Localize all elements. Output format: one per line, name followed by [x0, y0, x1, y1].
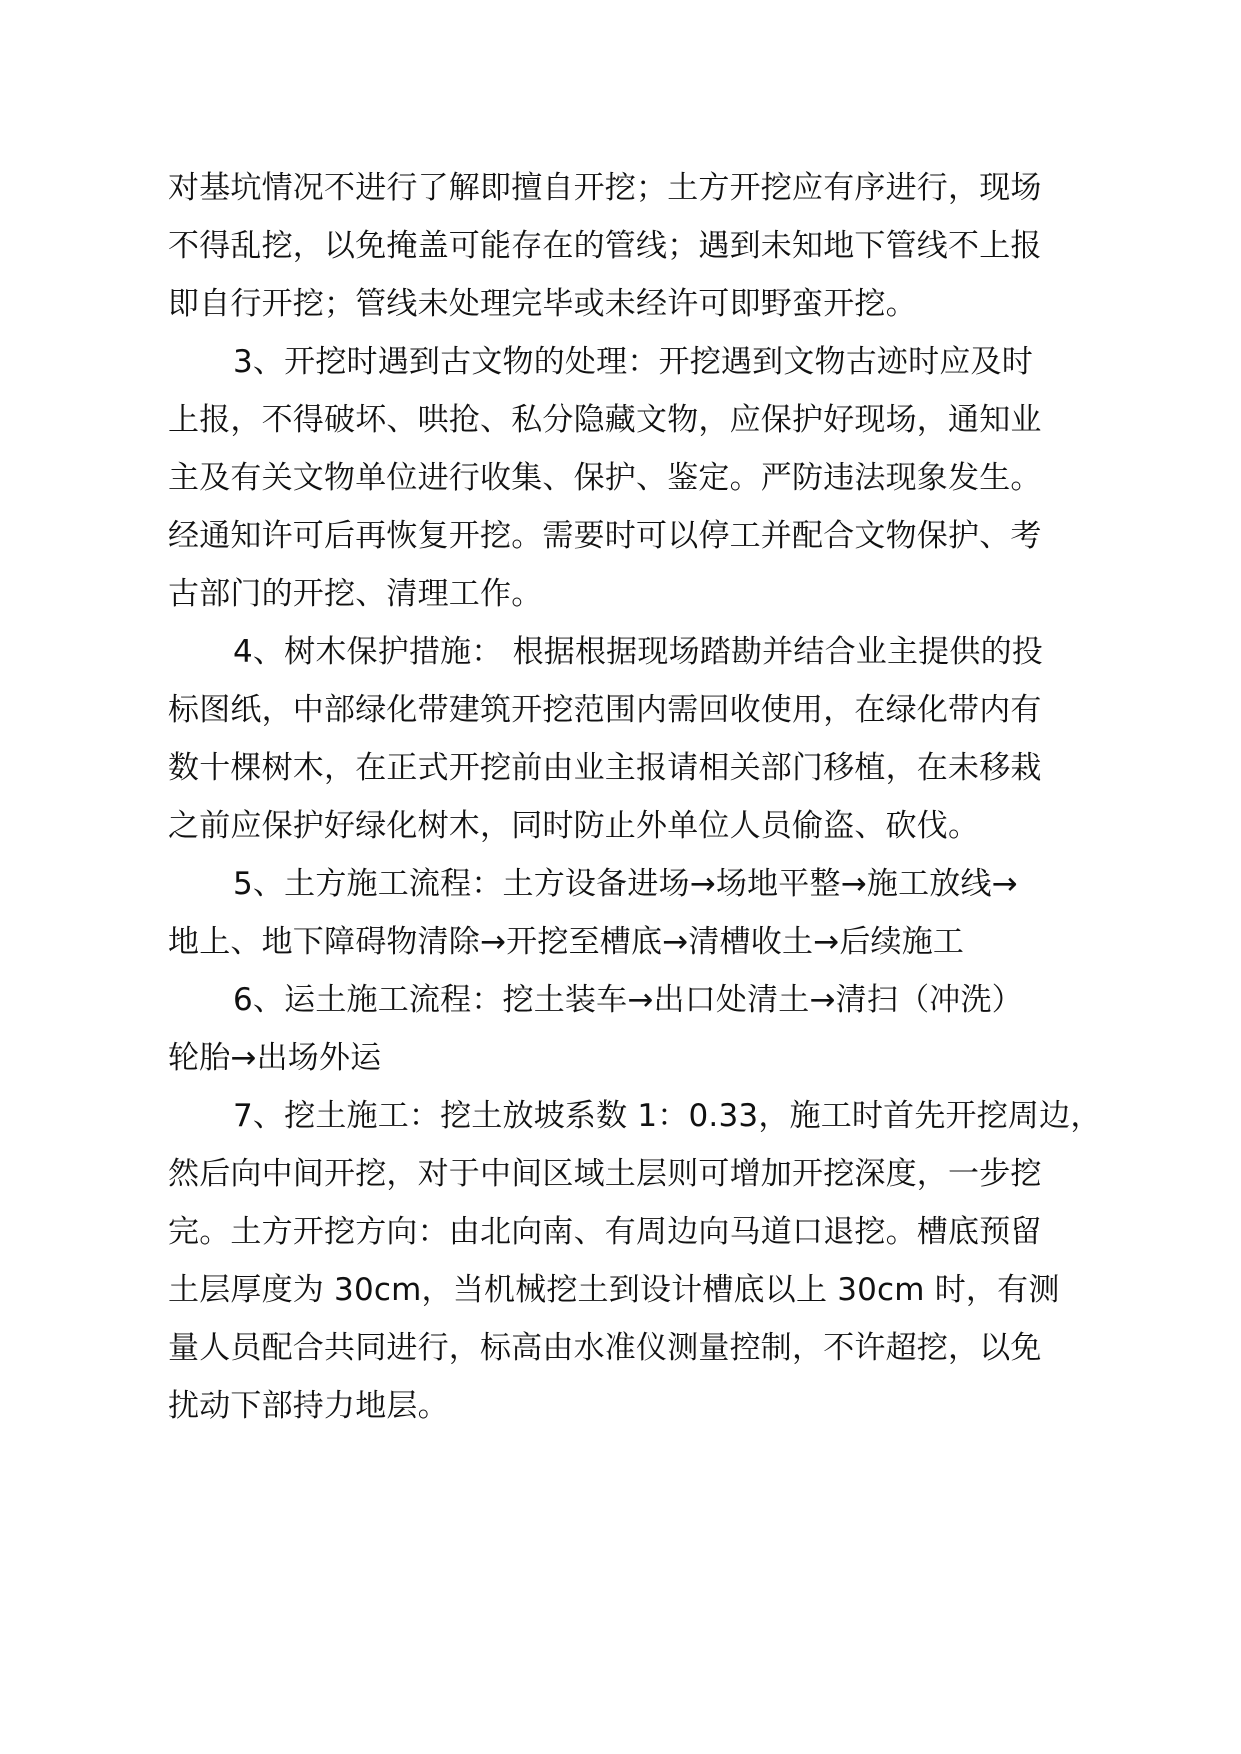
text-line: 即自行开挖；管线未处理完毕或未经许可即野蛮开挖。 [168, 286, 917, 322]
paragraph-7-first-line: 7、挖土施工：挖土放坡系数 1：0.33，施工时首先开挖周边， [233, 1098, 1102, 1134]
paragraph-4-first-line: 4、树木保护措施： 根据根据现场踏勘并结合业主提供的投 [233, 634, 1043, 670]
text-line: 数十棵树木，在正式开挖前由业主报请相关部门移植，在未移栽 [168, 750, 1042, 786]
text-line: 之前应保护好绿化树木，同时防止外单位人员偷盗、砍伐。 [168, 808, 980, 844]
text-line: 土层厚度为 30cm，当机械挖土到设计槽底以上 30cm 时，有测 [168, 1272, 1060, 1308]
text-line: 轮胎→出场外运 [168, 1040, 382, 1076]
text-line: 完。土方开挖方向：由北向南、有周边向马道口退挖。槽底预留 [168, 1214, 1042, 1250]
paragraph-5-first-line: 5、土方施工流程：土方设备进场→场地平整→施工放线→ [233, 866, 1018, 902]
text-line: 然后向中间开挖，对于中间区域土层则可增加开挖深度，一步挖 [168, 1156, 1042, 1192]
text-line: 不得乱挖，以免掩盖可能存在的管线；遇到未知地下管线不上报 [168, 228, 1042, 264]
text-line: 扰动下部持力地层。 [168, 1388, 449, 1424]
text-line: 主及有关文物单位进行收集、保护、鉴定。严防违法现象发生。 [168, 460, 1042, 496]
paragraph-3-first-line: 3、开挖时遇到古文物的处理：开挖遇到文物古迹时应及时 [233, 344, 1033, 380]
text-line: 量人员配合共同进行，标高由水准仪测量控制，不许超挖，以免 [168, 1330, 1042, 1366]
text-line: 古部门的开挖、清理工作。 [168, 576, 543, 612]
paragraph-6-first-line: 6、运土施工流程：挖土装车→出口处清土→清扫（冲洗） [233, 982, 1023, 1018]
text-line: 上报，不得破坏、哄抢、私分隐藏文物，应保护好现场，通知业 [168, 402, 1042, 438]
text-line: 对基坑情况不进行了解即擅自开挖；土方开挖应有序进行，现场 [168, 170, 1042, 206]
text-line: 标图纸，中部绿化带建筑开挖范围内需回收使用，在绿化带内有 [168, 692, 1042, 728]
text-line: 经通知许可后再恢复开挖。需要时可以停工并配合文物保护、考 [168, 518, 1042, 554]
text-line: 地上、地下障碍物清除→开挖至槽底→清槽收土→后续施工 [168, 924, 965, 960]
